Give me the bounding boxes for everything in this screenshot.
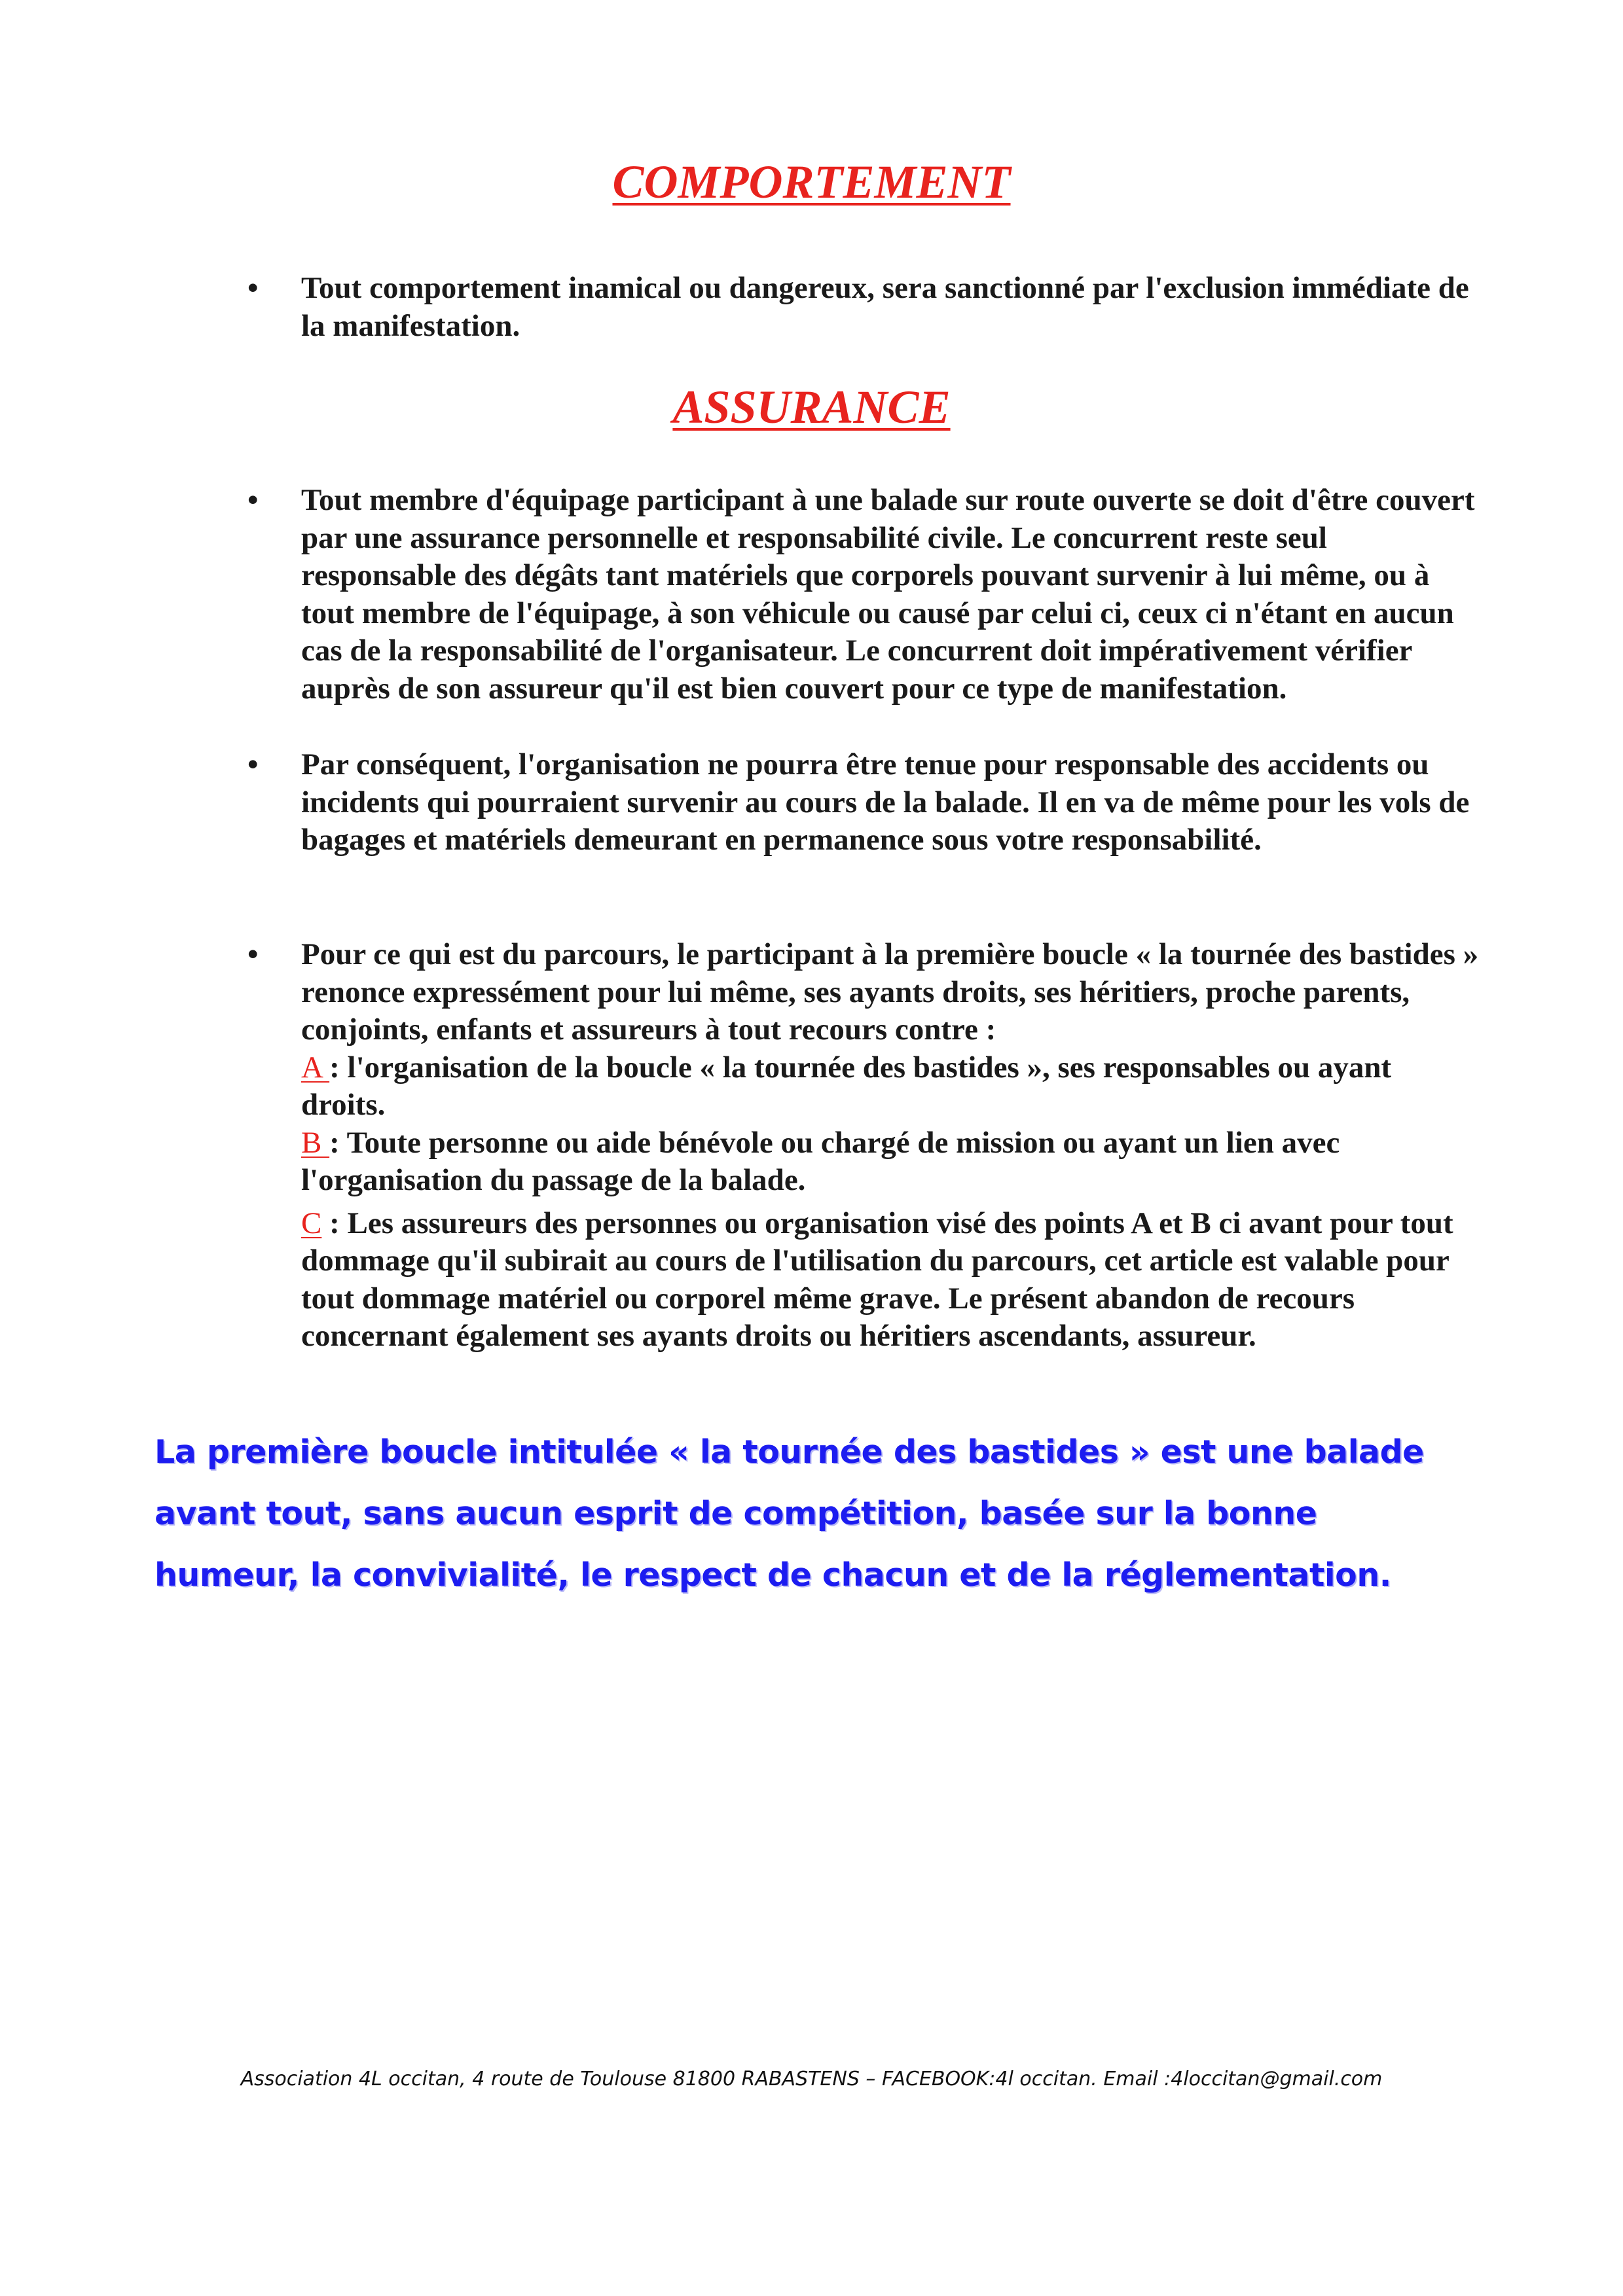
assurance-heading: ASSURANCE bbox=[672, 381, 951, 433]
assurance-list-1 bbox=[0, 482, 1623, 708]
parcours-bullet bbox=[0, 936, 1480, 1355]
parcours-intro: • Pour ce qui est du parcours, le participant à la première boucle « la tournée des bastides » renonce expressément pour lui même, ses ayants droits, ses héritiers, proche parents, conjoints, enfants et assureurs à tout recours contre : bbox=[301, 937, 1479, 1047]
assurance-bullet-2: • Par conséquent, l'organisation ne pourra être tenue pour responsable des accidents ou incidents qui pourraient survenir au cours de la balade. Il en va de même pour les vols de bagages et matériels demeurant en permanence sous votre responsabilité. bbox=[0, 746, 1480, 859]
parcours-list bbox=[0, 936, 1623, 1355]
footer-contact: Association 4L occitan, 4 route de Toulouse 81800 RABASTENS – FACEBOOK:4l occitan. Email :4loccitan@gmail.com bbox=[240, 2068, 1383, 2090]
assurance-list-2 bbox=[0, 746, 1623, 859]
closing-statement: La première boucle intitulée « la tournée des bastides » est une balade avant tout, sans aucun esprit de compétition, basée sur la bonne humeur, la convivialité, le respect de chacun et de la réglementation. bbox=[155, 1433, 1424, 1594]
parcours-item-c bbox=[301, 1205, 1480, 1355]
comportement-heading: COMPORTEMENT bbox=[612, 156, 1011, 208]
item-a-marker: A bbox=[301, 1050, 330, 1085]
comportement-list bbox=[0, 270, 1623, 345]
item-b-marker: B bbox=[301, 1125, 330, 1160]
item-c-text: : Les assureurs des personnes ou organisation visé des points A et B ci avant pour tout dommage qu'il subirait au cours de l'utilisation du parcours, cet article est valable pour tout dommage matériel ou corporel même grave. Le présent abandon de recours concernant également ses ayants droits ou héritiers ascendants, assureur. bbox=[301, 1206, 1453, 1353]
comportement-bullet-1: • Tout comportement inamical ou dangereux, sera sanctionné par l'exclusion immédiate de la manifestation. bbox=[0, 270, 1480, 345]
item-c-marker: C bbox=[301, 1206, 322, 1240]
parcours-item-b bbox=[301, 1124, 1480, 1200]
parcours-item-a bbox=[301, 1049, 1480, 1124]
assurance-bullet-1: • Tout membre d'équipage participant à une balade sur route ouverte se doit d'être couvert par une assurance personnelle et responsabilité civile. Le concurrent reste seul responsable des dégâts tant matériels que corporels pouvant survenir à lui même, ou à tout membre de l'équipage, à son véhicule ou causé par celui ci, ceux ci n'étant en aucun cas de la responsabilité de l'organisateur. Le concurrent doit impérativement vérifier auprès de son assureur qu'il est bien couvert pour ce type de manifestation. bbox=[0, 482, 1480, 708]
item-a-text: : l'organisation de la boucle « la tournée des bastides », ses responsables ou ayant droits. bbox=[301, 1050, 1392, 1122]
item-b-text: : Toute personne ou aide bénévole ou chargé de mission ou ayant un lien avec l'organisation du passage de la balade. bbox=[301, 1125, 1340, 1197]
